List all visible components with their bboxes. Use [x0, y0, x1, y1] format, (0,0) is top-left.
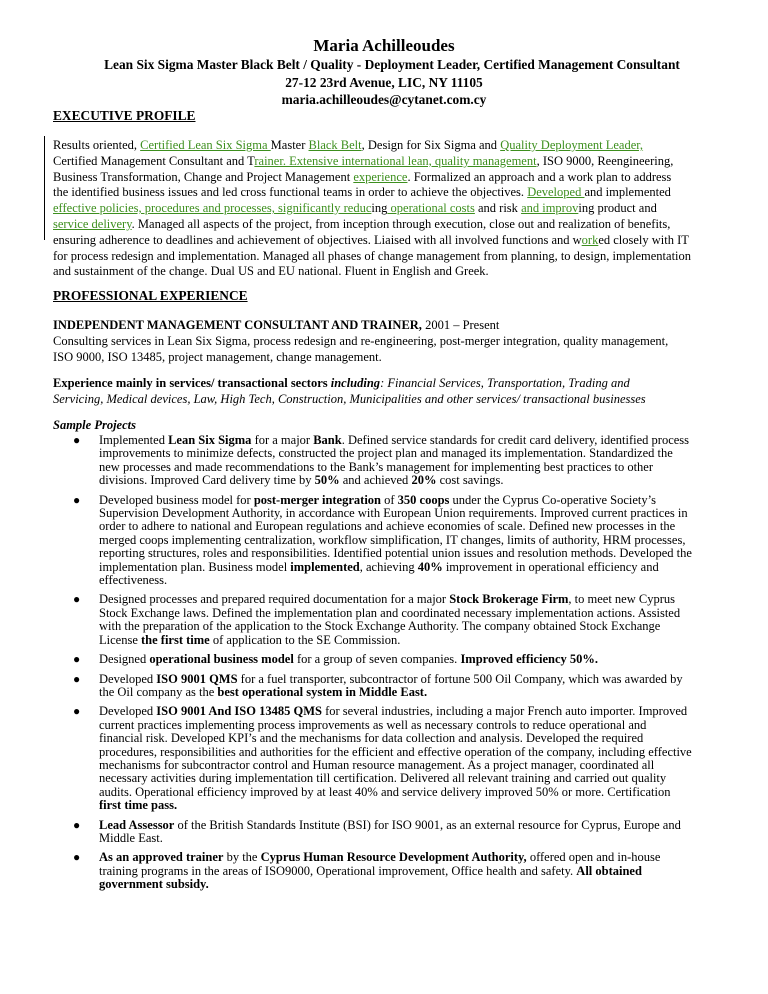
text-segment: of the British Standards Institute (BSI) for ISO 9001, as an external resource for Cyprus, Europe and: [174, 817, 681, 832]
project-line: [99, 705, 768, 718]
text-segment: rainer. Extensive international lean, quality management: [254, 153, 537, 168]
text-segment: 40%: [417, 559, 443, 574]
project-line: [99, 686, 768, 699]
executive-profile-text: [53, 138, 718, 280]
text-segment: merged coops implementing centralization, workflow simplification, IT changes, limits of authority, HRM processes,: [99, 532, 686, 547]
project-line: [99, 534, 768, 547]
text-segment: , to meet new Cyprus: [568, 592, 676, 607]
text-segment: cost savings.: [436, 473, 504, 488]
project-line: [99, 653, 768, 666]
project-line: [99, 851, 768, 864]
project-line: [99, 447, 768, 460]
text-segment: financial risk. Developed KPI’s and the mechanisms for data collection and analysis. Developed the required: [99, 731, 644, 746]
text-segment: with the preparation of the application to the Stock Exchange Authority. The company obtained Stock Exchange: [99, 619, 661, 634]
candidate-email: maria.achilleoudes@cytanet.com.cy: [281, 92, 487, 107]
text-segment: , ISO 9000, Reengineering,: [536, 153, 674, 168]
text-segment: by the: [223, 850, 261, 865]
text-segment: government subsidy.: [99, 877, 209, 892]
text-segment: Bank: [313, 433, 342, 447]
text-segment: new processes and made recommendations to the Bank’s management for implementing best practices to other: [99, 459, 653, 474]
text-segment: Designed processes and prepared required documentation for a major: [99, 592, 450, 607]
text-segment: All obtained: [576, 863, 642, 878]
text-segment: ing: [371, 201, 388, 216]
text-segment: the identified business issues and led cross functional teams in order to achieve the objectives.: [53, 185, 528, 200]
text-segment: , achieving: [359, 559, 418, 574]
text-segment: procedures, responsibilities and authorities for the efficient and effective operation of the company, including effective: [99, 744, 692, 759]
text-segment: for a group of seven companies.: [293, 652, 461, 667]
project-line: [99, 494, 768, 507]
project-line: [99, 746, 768, 759]
text-segment: and achieved: [339, 473, 412, 488]
executive-profile-line: [53, 185, 718, 201]
project-line: [99, 434, 768, 447]
text-segment: Cyprus Human Resource Development Authority,: [260, 850, 527, 865]
text-segment: Master: [270, 138, 309, 152]
sample-projects-heading-wrap: [53, 418, 718, 434]
project-item: [0, 494, 768, 588]
role-block: [53, 318, 718, 365]
professional-experience-heading: PROFESSIONAL EXPERIENCE: [53, 288, 248, 303]
text-segment: reporting structures, roles and responsibilities. Identified potential union issues and resolution methods. Developed the: [99, 546, 692, 561]
project-line: [99, 878, 768, 891]
text-segment: for several industries, including a major French auto importer. Improved: [321, 704, 688, 719]
executive-profile-line: [53, 138, 718, 154]
text-segment: 20%: [411, 473, 437, 488]
project-line: [99, 732, 768, 745]
sectors-block: [53, 376, 718, 408]
text-segment: ed closely with IT: [598, 232, 689, 247]
project-line: [99, 832, 768, 845]
text-segment: Quality Deployment Leader,: [500, 138, 644, 152]
text-segment: best operational system in Middle East.: [217, 684, 428, 699]
candidate-title: Lean Six Sigma Master Black Belt / Quality - Deployment Leader, Certified Management Consultant: [104, 57, 680, 72]
project-line: [99, 461, 768, 474]
executive-profile-line: [53, 201, 718, 217]
project-line: [99, 865, 768, 878]
project-line: [99, 607, 768, 620]
project-line: [99, 634, 768, 647]
executive-profile-line: [53, 170, 718, 186]
text-segment: for a major: [251, 433, 314, 447]
text-segment: . Managed all aspects of the project, from inception through execution, close out and realization of benefits,: [131, 216, 671, 231]
text-segment: offered open and in-house: [526, 850, 661, 865]
project-item: [0, 819, 768, 846]
text-segment: ensuring adherence to deadlines and achievement of objectives. Liaised with all involved functions and w: [53, 232, 582, 247]
project-line: [99, 772, 768, 785]
text-segment: first time pass.: [99, 798, 178, 813]
bullet-icon: ●: [73, 652, 81, 667]
text-segment: and risk: [474, 201, 522, 216]
candidate-address: 27-12 23rd Avenue, LIC, NY 11105: [285, 74, 483, 90]
text-segment: improvements to minimize defects, constructed the project plan and managed its implementation. Standardized the: [99, 446, 673, 461]
sectors-line-1: [53, 376, 718, 392]
project-line: [99, 673, 768, 686]
text-segment: Lean Six Sigma: [168, 433, 252, 447]
text-segment: post-merger integration: [253, 492, 381, 507]
text-segment: improvement in operational efficiency and: [442, 559, 659, 574]
project-line: [99, 719, 768, 732]
project-item: [0, 653, 768, 666]
project-line: [99, 759, 768, 772]
text-segment: ing: [578, 201, 595, 216]
text-segment: and sustainment of the change. Dual US and EU national. Fluent in English and Greek.: [53, 264, 489, 279]
text-segment: 50%: [314, 473, 340, 488]
text-segment: ISO 9001 And ISO 13485 QMS: [156, 704, 322, 719]
text-segment: current practices implementing process improvements as well as necessary controls to reduce operational and: [99, 717, 647, 732]
text-segment: Stock Exchange laws. Defined the implementation plan and coordinated necessary implementation actions. Assisted: [99, 605, 681, 620]
project-line: [99, 799, 768, 812]
bullet-icon: ●: [73, 433, 81, 447]
text-segment: 350 coops: [397, 492, 450, 507]
text-segment: . Formalized an approach and a work plan to address: [407, 169, 672, 184]
bullet-icon: ●: [73, 492, 81, 507]
text-segment: effective policies, procedures and processes, significantly reduc: [53, 201, 372, 216]
text-segment: Developed: [99, 671, 157, 686]
role-dates: 2001 – Present: [421, 318, 500, 332]
project-line: [99, 507, 768, 520]
project-item: [0, 673, 768, 700]
executive-profile-line: [53, 264, 718, 280]
resume-header: [0, 36, 768, 109]
project-item: [0, 434, 768, 488]
text-segment: T: [247, 153, 255, 168]
text-segment: Developed: [99, 704, 157, 719]
text-segment: Certified Lean Six Sigma: [140, 138, 271, 152]
text-segment: Certified Management Consultant and: [53, 153, 248, 168]
text-segment: the Oil company as the: [99, 684, 218, 699]
candidate-name: Maria Achilleoudes: [313, 36, 455, 55]
text-segment: Black Belt: [308, 138, 362, 152]
text-segment: audits. Operational efficiency improved by at least 40% and service delivery improved 50% or more. Certification: [99, 784, 671, 799]
text-segment: service delivery: [53, 216, 132, 231]
text-segment: necessary activities during implementation till certification. Delivered all relevant training and carried out quality: [99, 771, 667, 786]
project-line: [99, 561, 768, 574]
text-segment: Business Transformation, Change and Project Management: [53, 169, 354, 184]
text-segment: of application to the SE Commission.: [209, 632, 401, 647]
project-item: [0, 851, 768, 891]
projects-list: [0, 434, 768, 898]
text-segment: experience: [353, 169, 408, 184]
text-segment: divisions. Improved Card delivery time by: [99, 473, 315, 488]
text-segment: implemented: [290, 559, 360, 574]
project-line: [99, 819, 768, 832]
project-line: [99, 593, 768, 606]
executive-profile-line: [53, 217, 718, 233]
bullet-icon: ●: [73, 704, 81, 719]
text-segment: Developed: [527, 185, 585, 200]
text-segment: As an approved trainer: [99, 850, 224, 865]
bullet-icon: ●: [73, 592, 81, 607]
text-segment: and implemented: [584, 185, 671, 200]
project-line: [99, 620, 768, 633]
text-segment: for a fuel transporter, subcontractor of fortune 500 Oil Company, which was awarded by: [237, 671, 683, 686]
text-segment: Improved efficiency 50%.: [460, 652, 599, 667]
text-segment: under the Cyprus Co-operative Society’s: [449, 492, 656, 507]
role-line: [53, 318, 718, 334]
text-segment: order to adhere to national and European regulations and achieve economies of scale. Defined new processes in the: [99, 519, 676, 534]
project-line: [99, 547, 768, 560]
text-segment: operational business model: [149, 652, 294, 667]
text-segment: the first time: [141, 632, 210, 647]
text-segment: Developed business model for: [99, 492, 254, 507]
project-item: [0, 705, 768, 812]
text-segment: Designed: [99, 652, 150, 667]
project-line: [99, 574, 768, 587]
text-segment: ork: [581, 232, 599, 247]
text-segment: License: [99, 632, 141, 647]
text-segment: Results oriented,: [53, 138, 141, 152]
role-description-line-2: ISO 9000, ISO 13485, project management, change management.: [53, 349, 382, 364]
role-description-line-1: Consulting services in Lean Six Sigma, process redesign and re-engineering, post-merger integration, quality management,: [53, 333, 669, 348]
text-segment: Implemented: [99, 433, 169, 447]
text-segment: , Design for Six Sigma and: [361, 138, 501, 152]
text-segment: implementation plan. Business model: [99, 559, 291, 574]
text-segment: ISO 9001 QMS: [156, 671, 238, 686]
text-segment: mechanisms for subcontractor control and Human resource management. As a project manager, coordinated all: [99, 757, 655, 772]
sectors-list-1: : Financial Services, Transportation, Trading and: [380, 376, 630, 390]
project-line: [99, 786, 768, 799]
text-segment: effectiveness.: [99, 573, 168, 588]
project-line: [99, 520, 768, 533]
text-segment: Middle East.: [99, 830, 163, 845]
text-segment: Lead Assessor: [99, 817, 175, 832]
text-segment: Supervision Development Authority, in accordance with European Union requirements. Improved current practices in: [99, 506, 688, 521]
text-segment: . Defined service standards for credit card delivery, identified process: [341, 433, 690, 447]
sectors-list-2: Servicing, Medical devices, Law, High Tech, Construction, Municipalities and other services/ transactional businesses: [53, 391, 646, 406]
text-segment: product and: [594, 201, 657, 216]
project-item: [0, 593, 768, 647]
text-segment: training programs in the areas of ISO9000, Operational improvement, Office health and safety.: [99, 863, 577, 878]
bullet-icon: ●: [73, 671, 81, 686]
sample-projects-heading: Sample Projects: [53, 418, 136, 432]
bullet-icon: ●: [73, 850, 81, 865]
text-segment: operational costs: [387, 201, 475, 216]
text-segment: of: [381, 492, 398, 507]
text-segment: Stock Brokerage Firm: [449, 592, 569, 607]
bullet-icon: ●: [73, 817, 81, 832]
project-line: [99, 474, 768, 487]
sectors-including: including: [330, 376, 381, 390]
revision-bar: [44, 136, 45, 240]
executive-profile-line: [53, 233, 718, 249]
executive-profile-heading: EXECUTIVE PROFILE: [53, 108, 196, 123]
text-segment: for process redesign and implementation. Managed all phases of change management from planning, to design, implementation: [53, 248, 692, 263]
executive-profile-line: [53, 154, 718, 170]
sectors-lead: Experience mainly in services/ transactional sectors: [53, 376, 331, 390]
role-title: INDEPENDENT MANAGEMENT CONSULTANT AND TRAINER,: [53, 318, 422, 332]
text-segment: and improv: [521, 201, 579, 216]
executive-profile-line: [53, 249, 718, 265]
